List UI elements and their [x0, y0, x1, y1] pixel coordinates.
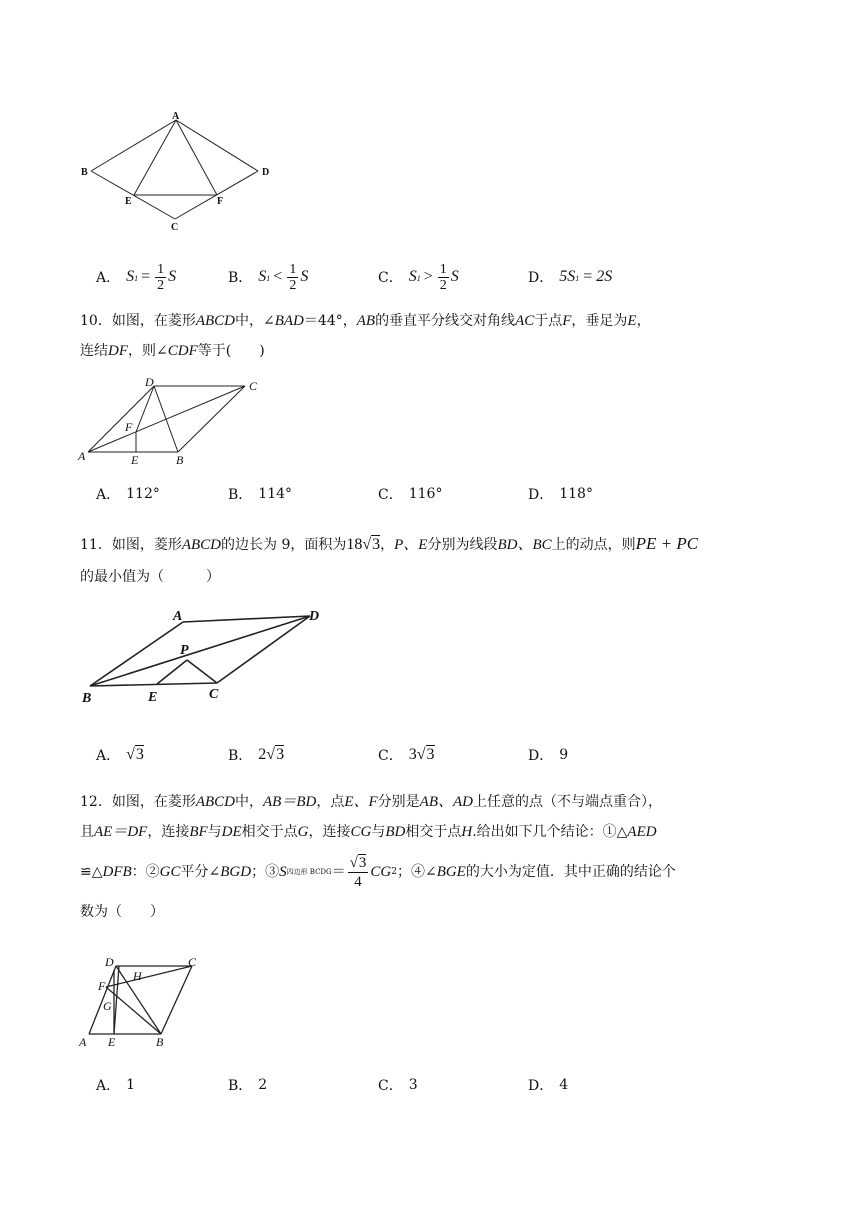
label-b: B	[156, 1035, 164, 1049]
label-e: E	[131, 453, 139, 467]
label-h: H	[133, 969, 142, 983]
q11-option-b[interactable]: B． 2√3	[228, 746, 285, 764]
label-b: B	[82, 691, 92, 706]
label-d: D	[105, 955, 114, 969]
q12-option-d[interactable]: D． 4	[528, 1077, 569, 1094]
q12-stem	[80, 787, 800, 927]
q11-option-d[interactable]: D． 9	[528, 747, 569, 764]
q9-option-c[interactable]: C． S1 > $\frac{1}{2}$ S	[378, 261, 459, 293]
label-p: P	[180, 643, 189, 658]
label-c: C	[209, 687, 219, 702]
q9-option-a[interactable]: A． S1 = $\frac{1}{2}$ S	[96, 261, 177, 293]
q11-option-c[interactable]: C． 3√3	[378, 746, 435, 764]
q10-option-a[interactable]: A． 112°	[96, 486, 160, 503]
q11-option-a[interactable]: A． √3	[96, 746, 144, 764]
label-a: A	[79, 1035, 87, 1049]
label-e: E	[148, 690, 158, 705]
q9-options	[96, 260, 796, 294]
q12-option-a[interactable]: A． 1	[96, 1077, 136, 1094]
q9-option-d[interactable]: D． 5S1 = 2S	[528, 268, 613, 286]
q10-figure	[74, 374, 274, 470]
q12-option-c[interactable]: C． 3	[378, 1077, 418, 1094]
q11-options	[96, 738, 796, 772]
q11-stem	[80, 525, 800, 596]
label-e: E	[125, 196, 132, 207]
q10-option-c[interactable]: C． 116°	[378, 486, 443, 503]
label-a: A	[173, 609, 183, 624]
q12-line-3: ≌△ DFB ：② GC 平分∠ BGD ；③ S 四边形 BCDG ＝ $\frac{√3}{4}$ CG 2 ；④∠ BGE 的大小为定值．其中正确的结论个	[80, 854, 676, 890]
q12-line-2: 且AE＝DF，连接BF与DE相交于点G，连接CG与BD相交于点H.给出如下几个结论：①△AED	[80, 824, 657, 840]
q11-figure	[80, 604, 330, 708]
q10-line-2: 连结DF，则∠CDF等于( )	[80, 343, 265, 359]
q12-option-b[interactable]: B． 2	[228, 1077, 268, 1094]
q12-line-1: 12．如图，在菱形ABCD中，AB＝BD，点E、F分别是AB、AD上任意的点（不与端点重合），	[80, 794, 662, 810]
q9-option-b[interactable]: B． S1 < $\frac{1}{2}$ S	[228, 261, 309, 293]
q12-figure	[76, 952, 206, 1052]
label-g: G	[103, 999, 112, 1013]
q11-line-2: 的最小值为（ ）	[80, 569, 220, 585]
label-c: C	[249, 379, 258, 393]
label-c: C	[171, 222, 179, 233]
label-a: A	[78, 449, 86, 463]
label-e: E	[108, 1035, 116, 1049]
label-d: D	[309, 609, 320, 624]
q10-option-b[interactable]: B． 114°	[228, 486, 293, 503]
label-c: C	[188, 955, 197, 969]
label-d: D	[145, 375, 154, 389]
label-f: F	[98, 979, 106, 993]
label-f: F	[217, 196, 224, 207]
q10-stem	[80, 306, 800, 366]
q9-figure	[76, 108, 276, 236]
q11-line-1: 11．如图，菱形ABCD的边长为 9，面积为18√3，P、E分别为线段BD、BC上的动点，则PE + PC	[80, 534, 699, 553]
q10-options	[96, 477, 796, 511]
q10-line-1: 10．如图，在菱形ABCD中，∠BAD＝44°，AB的垂直平分线交对角线AC于点F，垂足为E，	[80, 313, 651, 329]
q12-line-4: 数为（ ）	[80, 904, 164, 920]
q10-option-d[interactable]: D． 118°	[528, 486, 593, 503]
label-d: D	[262, 167, 270, 178]
label-b: B	[176, 453, 184, 467]
label-b: B	[81, 167, 88, 178]
label-a: A	[172, 111, 180, 122]
q12-options	[96, 1068, 796, 1102]
label-f: F	[125, 420, 133, 434]
